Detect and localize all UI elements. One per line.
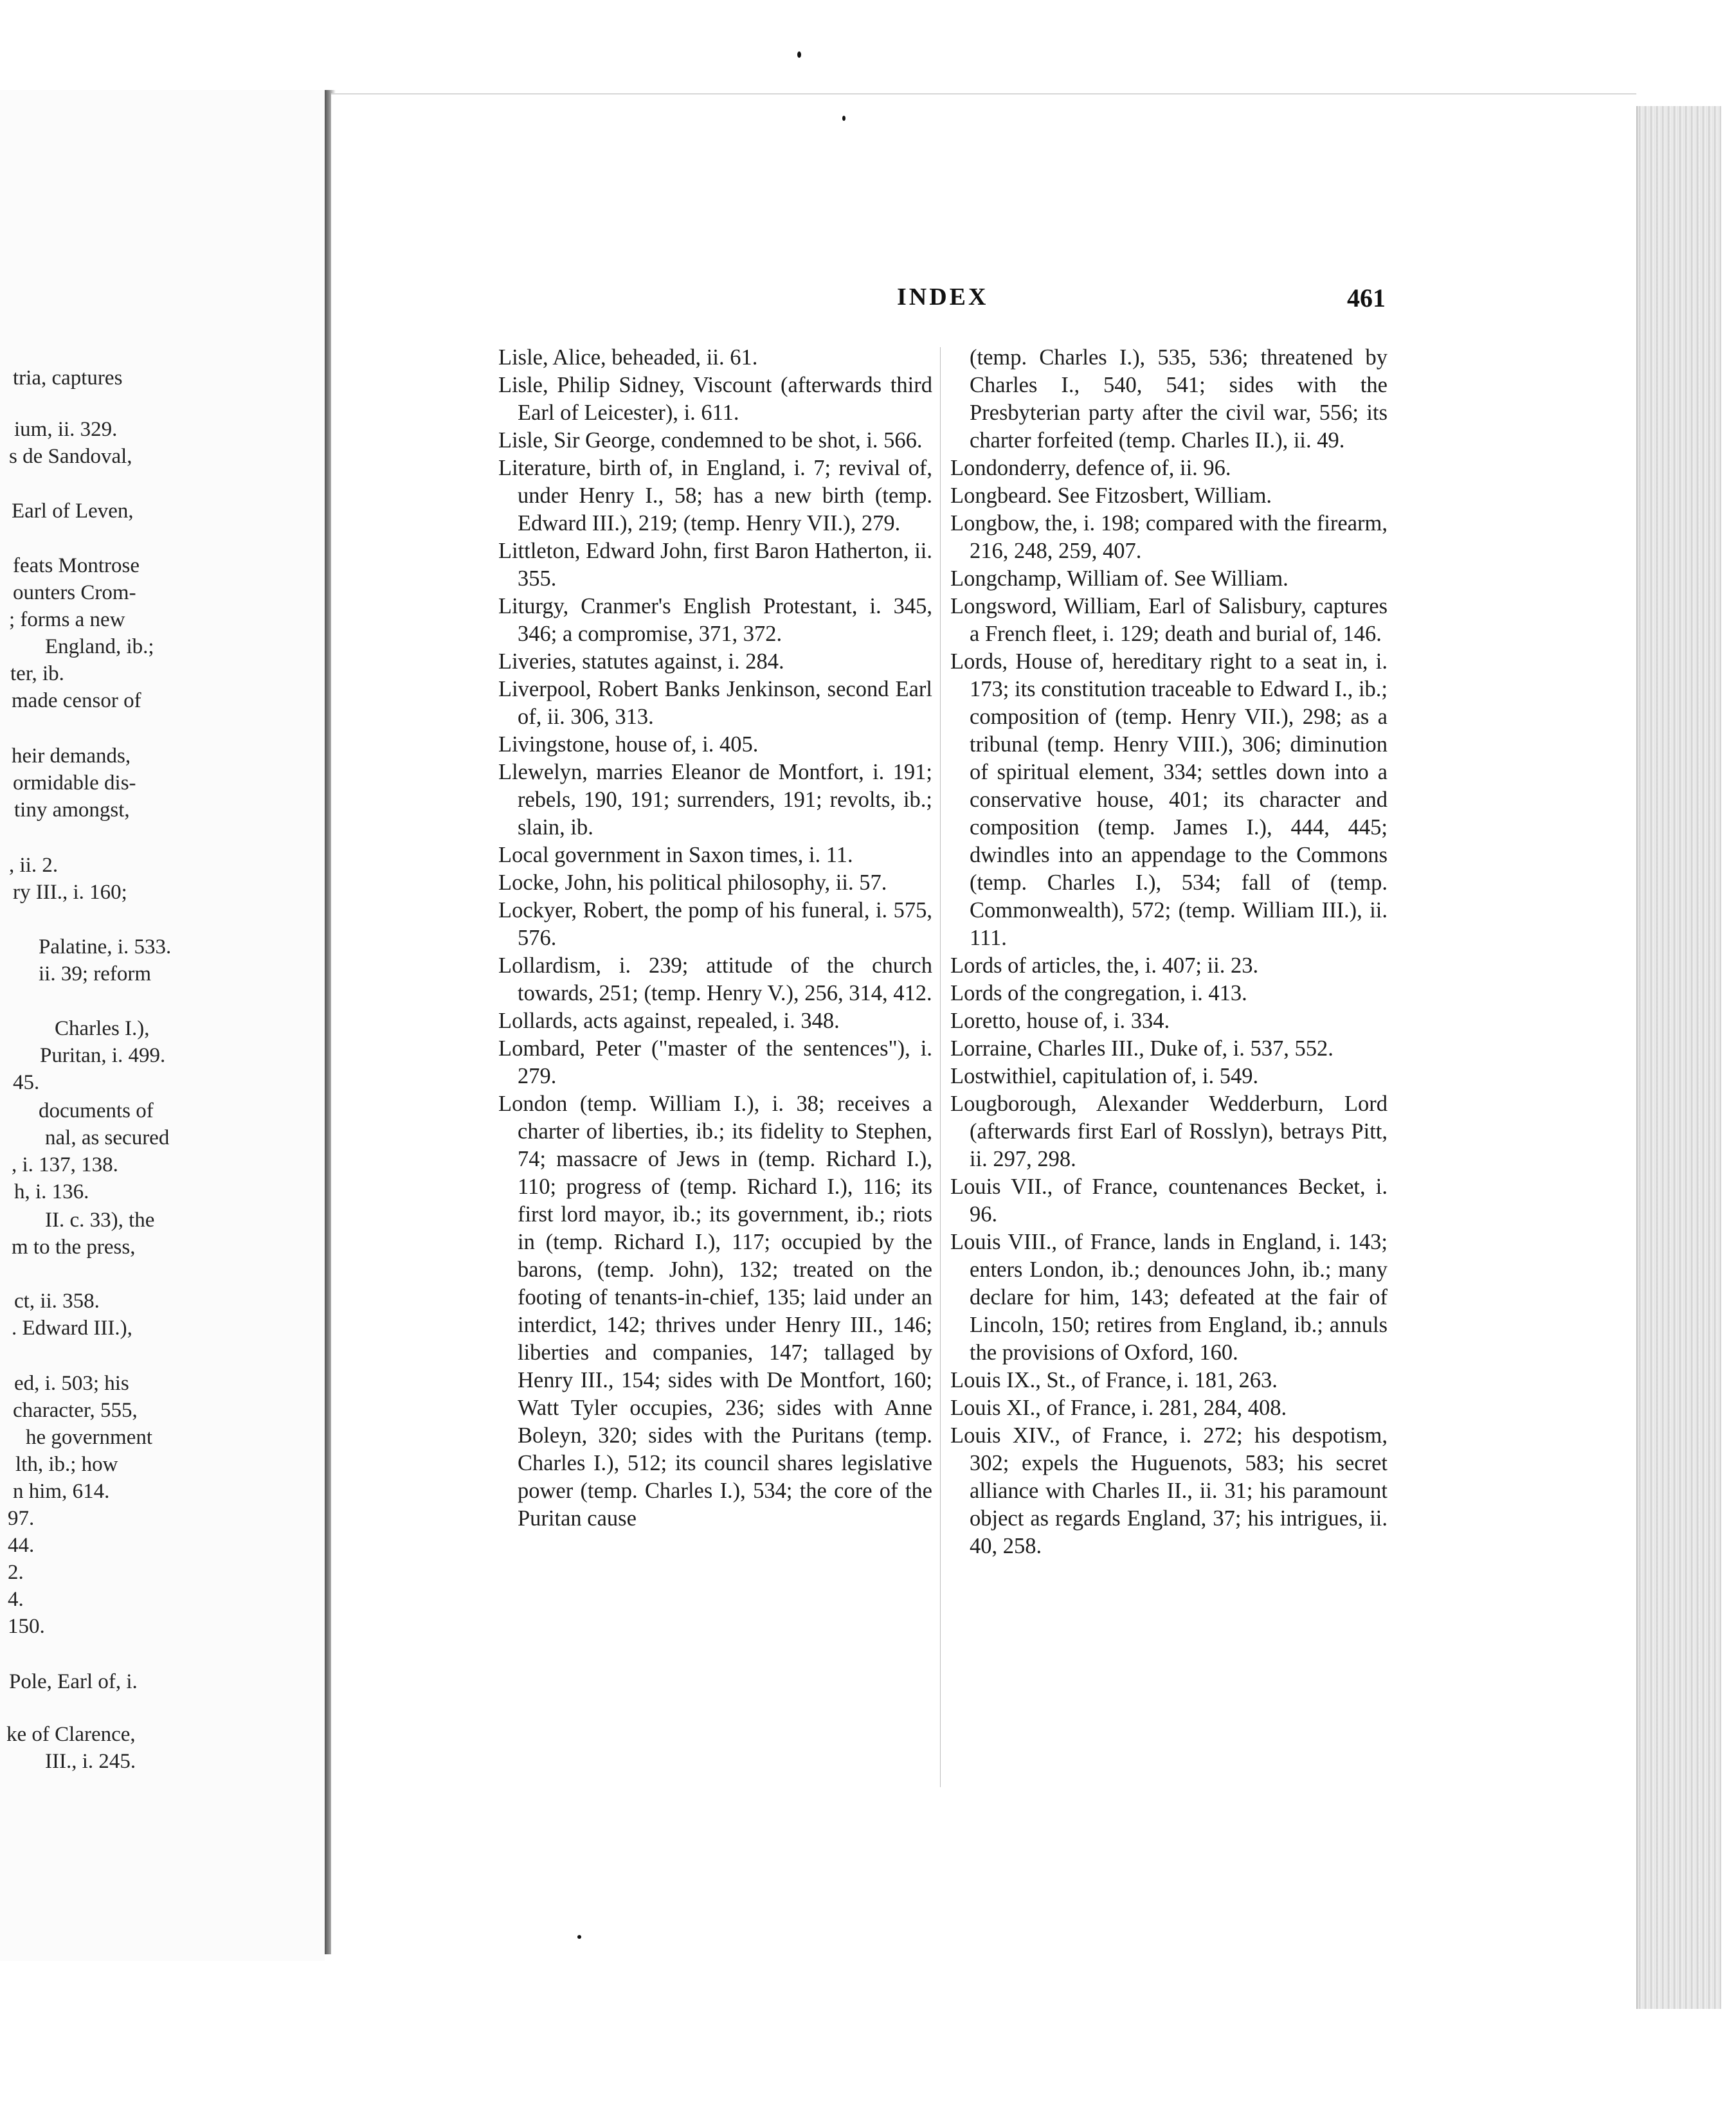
left-page-fragment [0, 90, 325, 1961]
index-entry: Llewelyn, marries Eleanor de Montfort, i. 191; rebels, 190, 191; surrenders, 191; revolts, ib.; slain, ib. [498, 760, 932, 840]
left-page-text-line: tiny amongst, [14, 798, 130, 822]
index-entry: Livingstone, house of, i. 405. [498, 732, 759, 757]
index-entry: Lombard, Peter ("master of the sentences"), i. 279. [498, 1036, 932, 1088]
index-entry: Louis IX., St., of France, i. 181, 263. [950, 1368, 1278, 1392]
index-entry: Lorraine, Charles III., Duke of, i. 537, 552. [950, 1036, 1334, 1061]
index-entry: Liverpool, Robert Banks Jenkinson, second Earl of, ii. 306, 313. [498, 677, 932, 729]
index-entry: London (temp. William I.), i. 38; receives a charter of liberties, ib.; its fidelity to Stephen, 74; massacre of Jews in (temp. Richard I.), 110; progress of (temp. Richard I.), 116; its first lord mayor, ib.; its government, ib.; riots in (temp. Richard I.), 117; occupied by the barons, (temp. John), 132; treated on the footing of tenants-in-chief, 135; laid under an interdict, 142; thrives under Henry III., 146; liberties and companies, 147; tallaged by Henry III., 154; sides with De Montfort, 160; Watt Tyler occupies, 236; sides with Anne Boleyn, 320; sides with the Puritans (temp. Charles I.), 512; its council shares legislative power (temp. Charles I.), 534; the core of the Puritan cause [498, 1092, 932, 1531]
index-entry: Locke, John, his political philosophy, ii. 57. [498, 870, 887, 895]
speck-mark [577, 1935, 581, 1939]
left-page-text-line: ry III., i. 160; [13, 881, 127, 904]
left-page-text-line: 44. [8, 1534, 35, 1557]
left-page-text-line: character, 555, [13, 1399, 138, 1422]
index-entry: Lollards, acts against, repealed, i. 348. [498, 1009, 840, 1033]
column-divider [940, 347, 941, 1787]
left-page-text-line: 97. [8, 1507, 35, 1530]
index-entry: Littleton, Edward John, first Baron Hatherton, ii. 355. [498, 539, 932, 591]
page-edges [1636, 106, 1721, 2009]
index-entry: Louis VII., of France, countenances Becket, i. 96. [950, 1174, 1388, 1227]
left-page-text-line: ter, ib. [10, 662, 64, 685]
left-page-text-line: England, ib.; [45, 635, 154, 658]
left-page-text-line: ounters Crom- [13, 581, 136, 604]
index-entry: Lostwithiel, capitulation of, i. 549. [950, 1064, 1259, 1088]
left-page-text-line: ke of Clarence, [6, 1723, 136, 1746]
left-page-text-line: Palatine, i. 533. [39, 935, 172, 959]
left-page-text-line: ium, ii. 329. [14, 418, 118, 441]
index-entry-continued: (temp. Charles I.), 535, 536; threatened by Charles I., 540, 541; sides with the Presbyterian party after the civil war, 556; its charter forfeited (temp. Charles II.), ii. 49. [970, 345, 1388, 453]
index-entry: Lisle, Sir George, condemned to be shot, i. 566. [498, 428, 923, 453]
index-entry: Local government in Saxon times, i. 11. [498, 843, 853, 867]
index-column-left [498, 344, 932, 1533]
index-entry: Louis XIV., of France, i. 272; his despotism, 302; expels the Huguenots, 583; his secret alliance with Charles II., ii. 31; his paramount object as regards England, 37; his intrigues, ii. 40, 258. [950, 1423, 1388, 1558]
left-page-text-line: 2. [8, 1561, 24, 1584]
left-page-text-line: 4. [8, 1588, 24, 1611]
left-page-text-line: , ii. 2. [9, 854, 59, 877]
left-page-text-line: documents of [39, 1099, 154, 1122]
index-entry: Lougborough, Alexander Wedderburn, Lord (afterwards first Earl of Rosslyn), betrays Pitt, ii. 297, 298. [950, 1092, 1388, 1171]
left-page-text-line: ; forms a new [9, 608, 125, 631]
page-number: 461 [1347, 284, 1386, 312]
left-page-text-line: Pole, Earl of, i. [9, 1670, 138, 1693]
left-page-text-line: 150. [8, 1615, 45, 1638]
left-page-text-line: ormidable dis- [13, 771, 136, 795]
index-entry: Louis XI., of France, i. 281, 284, 408. [950, 1396, 1287, 1420]
index-entry: Lisle, Philip Sidney, Viscount (afterwards third Earl of Leicester), i. 611. [498, 373, 932, 425]
index-entry: Liturgy, Cranmer's English Protestant, i. 345, 346; a compromise, 371, 372. [498, 594, 932, 646]
left-page-text-line: II. c. 33), the [45, 1209, 155, 1232]
index-entry: Literature, birth of, in England, i. 7; revival of, under Henry I., 58; has a new birth (temp. Edward III.), 219; (temp. Henry VII.), 279. [498, 456, 932, 536]
left-page-text-line: tria, captures [13, 366, 123, 390]
left-page-text-line: ct, ii. 358. [14, 1290, 100, 1313]
index-entry: Longchamp, William of. See William. [950, 566, 1288, 591]
index-entry: Longbeard. See Fitzosbert, William. [950, 483, 1272, 508]
index-entry: Lords, House of, hereditary right to a seat in, i. 173; its constitution traceable to Edward I., ib.; composition of (temp. Henry VII.), 298; as a tribunal (temp. Henry VIII.), 306; diminution of spiritual element, 334; settles down into a conservative house, 401; its character and composition (temp. James I.), 444, 445; dwindles into an appendage to the Commons (temp. Charles I.), 534; fall of (temp. Commonwealth), 572; (temp. William III.), ii. 111. [950, 649, 1388, 950]
left-page-text-line: feats Montrose [13, 554, 140, 577]
left-page-text-line: III., i. 245. [45, 1750, 136, 1773]
index-entry: Liveries, statutes against, i. 284. [498, 649, 784, 674]
left-page-text-line: ii. 39; reform [39, 962, 152, 986]
index-column-right [950, 344, 1388, 1560]
index-entry: Lisle, Alice, beheaded, ii. 61. [498, 345, 758, 370]
index-entry: Lollardism, i. 239; attitude of the church towards, 251; (temp. Henry V.), 256, 314, 412. [498, 953, 932, 1005]
left-page-text-line: made censor of [12, 689, 141, 712]
left-page-text-line: 45. [13, 1071, 40, 1094]
left-page-text-line: n him, 614. [13, 1480, 110, 1503]
left-page-text-line: h, i. 136. [14, 1180, 89, 1203]
left-page-text-line: lth, ib.; how [15, 1453, 118, 1476]
running-head: INDEX [897, 284, 989, 310]
left-page-text-line: Earl of Leven, [12, 500, 134, 523]
left-page-text-line: s de Sandoval, [9, 445, 132, 468]
left-page-text-line: he government [26, 1426, 153, 1449]
speck-mark [797, 51, 801, 58]
left-page-text-line: heir demands, [12, 744, 131, 768]
index-entry: Lords of articles, the, i. 407; ii. 23. [950, 953, 1259, 978]
index-entry: Lockyer, Robert, the pomp of his funeral, i. 575, 576. [498, 898, 932, 950]
left-page-text-line: . Edward III.), [12, 1317, 132, 1340]
left-page-text-line: nal, as secured [45, 1126, 170, 1149]
speck-mark [842, 116, 845, 121]
left-page-text-line: Puritan, i. 499. [40, 1044, 166, 1067]
index-entry: Longsword, William, Earl of Salisbury, captures a French fleet, i. 129; death and burial of, 146. [950, 594, 1388, 646]
index-entry: Lords of the congregation, i. 413. [950, 981, 1247, 1005]
index-entry: Louis VIII., of France, lands in England, i. 143; enters London, ib.; denounces John, ib.; many declare for him, 143; defeated at the fair of Lincoln, 150; retires from England, ib.; annuls the provisions of Oxford, 160. [950, 1230, 1388, 1365]
index-entry: Londonderry, defence of, ii. 96. [950, 456, 1231, 480]
left-page-text-line: Charles I.), [55, 1017, 150, 1040]
index-entry: Loretto, house of, i. 334. [950, 1009, 1170, 1033]
left-page-text-line: m to the press, [12, 1236, 136, 1259]
left-page-text-line: ed, i. 503; his [14, 1372, 129, 1395]
index-entry: Longbow, the, i. 198; compared with the firearm, 216, 248, 259, 407. [950, 511, 1388, 563]
left-page-text-line: , i. 137, 138. [12, 1153, 118, 1176]
